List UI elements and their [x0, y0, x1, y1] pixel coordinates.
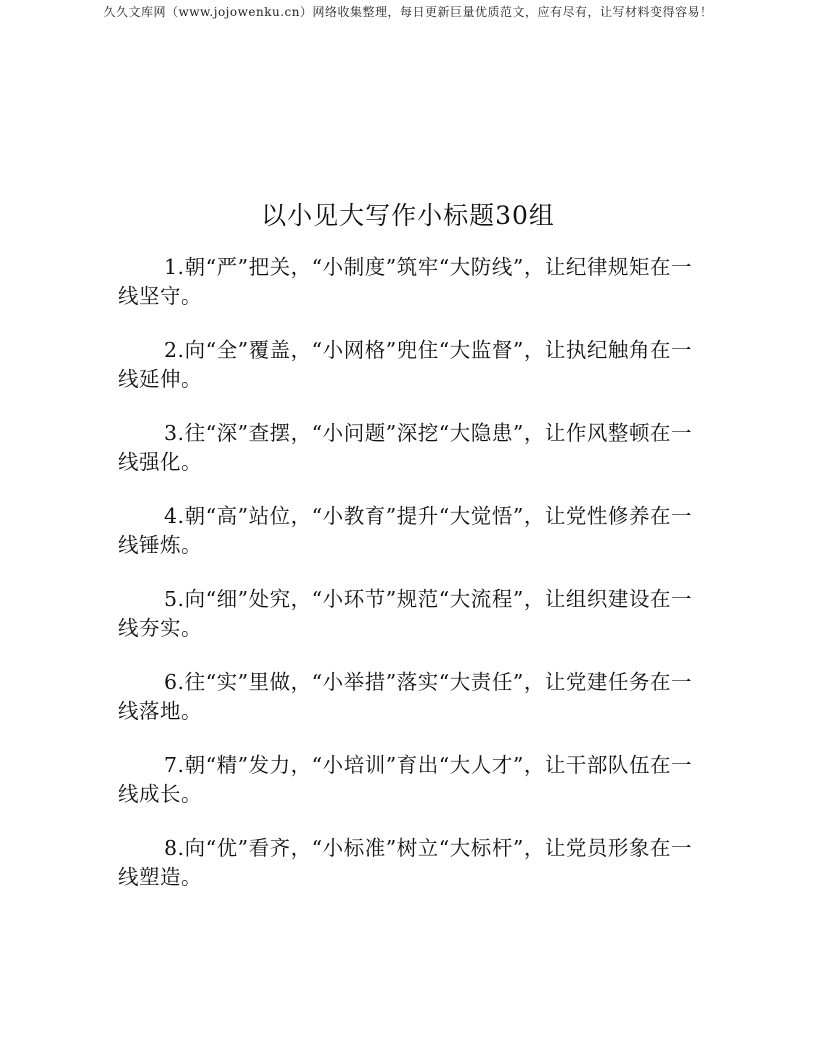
document-title: 以小见大写作小标题30组	[261, 201, 555, 230]
list-item: 1.朝“严”把关，“小制度”筑牢“大防线”，让纪律规矩在一线坚守。	[118, 255, 692, 308]
list-item: 5.向“细”处究，“小环节”规范“大流程”，让组织建设在一线夯实。	[118, 587, 692, 640]
list-item: 3.往“深”查摆，“小问题”深挖“大隐患”，让作风整顿在一线强化。	[118, 421, 692, 474]
header-note: 久久文库网（www.jojowenku.cn）网络收集整理，每日更新巨量优质范文，应有尽有，让写材料变得容易！	[103, 5, 713, 19]
item-list	[118, 253, 692, 917]
list-item: 2.向“全”覆盖，“小网格”兜住“大监督”，让执纪触角在一线延伸。	[118, 338, 692, 391]
list-item: 6.往“实”里做，“小举措”落实“大责任”，让党建任务在一线落地。	[118, 670, 692, 723]
list-item: 4.朝“高”站位，“小教育”提升“大觉悟”，让党性修养在一线锤炼。	[118, 504, 692, 557]
list-item: 8.向“优”看齐，“小标准”树立“大标杆”，让党员形象在一线塑造。	[118, 836, 692, 889]
list-item: 7.朝“精”发力，“小培训”育出“大人才”，让干部队伍在一线成长。	[118, 753, 692, 806]
